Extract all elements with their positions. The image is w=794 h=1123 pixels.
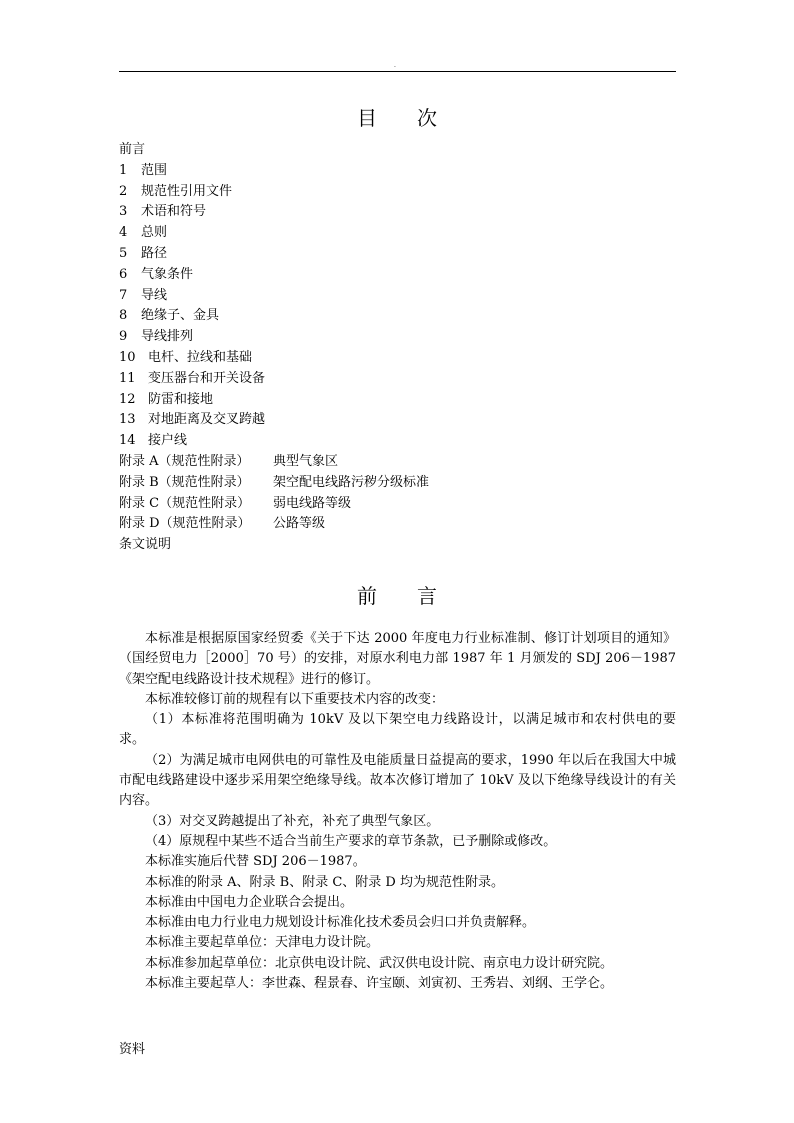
toc-appendix-label: 附录 C（规范性附录） bbox=[119, 495, 251, 511]
toc-appendix[interactable] bbox=[119, 514, 429, 535]
toc-item-number: 14 bbox=[119, 433, 136, 449]
preface-title-left: 前 bbox=[357, 584, 377, 608]
preface-paragraph: 本标准由中国电力企业联合会提出。 bbox=[145, 894, 354, 910]
toc-item-label: 气象条件 bbox=[141, 266, 194, 282]
toc-item-label: 前言 bbox=[119, 142, 146, 157]
toc-item-number: 11 bbox=[119, 370, 136, 386]
preface-title bbox=[0, 582, 794, 610]
toc-item[interactable] bbox=[119, 390, 429, 411]
toc-item-number: 3 bbox=[119, 204, 128, 220]
preface-paragraph: 本标准较修订前的规程有以下重要技术内容的改变： bbox=[145, 691, 445, 707]
toc-item-number: 4 bbox=[119, 225, 128, 241]
toc-title-left: 目 bbox=[357, 106, 377, 130]
toc-appendix[interactable] bbox=[119, 452, 429, 473]
toc-list bbox=[119, 140, 429, 556]
toc-item-label: 接户线 bbox=[148, 433, 188, 449]
toc-item[interactable] bbox=[119, 140, 429, 161]
header-rule bbox=[119, 71, 676, 72]
toc-item[interactable] bbox=[119, 306, 429, 327]
preface-paragraph: （2）为满足城市电网供电的可靠性及电能质量日益提高的要求，1990 年以后在我国大中城市配电线路建设中逐步采用架空绝缘导线。故本次修订增加了 10kV 及以下绝缘导线设计的有关内容。 bbox=[119, 752, 676, 809]
toc-item[interactable] bbox=[119, 535, 429, 556]
toc-appendix[interactable] bbox=[119, 494, 429, 515]
preface-paragraph: 本标准参加起草单位：北京供电设计院、武汉供电设计院、南京电力设计研究院。 bbox=[145, 955, 614, 971]
toc-item-label: 范围 bbox=[141, 162, 168, 178]
preface-paragraph: （4）原规程中某些不适合当前生产要求的章节条款，已予删除或修改。 bbox=[145, 833, 557, 849]
toc-item-label: 路径 bbox=[141, 245, 168, 261]
preface-title-right: 言 bbox=[417, 584, 437, 608]
toc-item[interactable] bbox=[119, 286, 429, 307]
toc-appendix-title: 架空配电线路污秽分级标准 bbox=[273, 474, 430, 490]
toc-item-label: 条文说明 bbox=[119, 537, 172, 553]
toc-item-number: 5 bbox=[119, 245, 128, 261]
toc-item[interactable] bbox=[119, 202, 429, 223]
toc-item-label: 电杆、拉线和基础 bbox=[148, 349, 253, 365]
toc-item[interactable] bbox=[119, 244, 429, 265]
toc-item[interactable] bbox=[119, 410, 429, 431]
toc-appendix[interactable] bbox=[119, 473, 429, 494]
toc-item[interactable] bbox=[119, 223, 429, 244]
preface-paragraph: 本标准是根据原国家经贸委《关于下达 2000 年度电力行业标准制、修订计划项目的通知》（国经贸电力［2000］70 号）的安排，对原水利电力部 1987 年 1 月颁发的 SDJ 206－1987《架空配电线路设计技术规程》进行的修订。 bbox=[119, 631, 676, 687]
toc-item-number: 8 bbox=[119, 308, 128, 324]
toc-item-number: 2 bbox=[119, 183, 128, 199]
toc-item-number: 9 bbox=[119, 329, 128, 345]
toc-item-label: 变压器台和开关设备 bbox=[148, 370, 266, 386]
toc-item[interactable] bbox=[119, 348, 429, 369]
toc-item[interactable] bbox=[119, 369, 429, 390]
preface-paragraph: 本标准由电力行业电力规划设计标准化技术委员会归口并负责解释。 bbox=[145, 915, 536, 931]
footer-label: 资料 bbox=[119, 1042, 146, 1057]
toc-item-label: 对地距离及交叉跨越 bbox=[148, 412, 266, 428]
toc-title-right: 次 bbox=[417, 106, 437, 130]
toc-item-label: 术语和符号 bbox=[141, 204, 207, 220]
toc-item[interactable] bbox=[119, 265, 429, 286]
toc-appendix-title: 典型气象区 bbox=[273, 453, 339, 469]
toc-item-number: 12 bbox=[119, 391, 136, 407]
toc-item-label: 导线 bbox=[141, 287, 168, 303]
toc-item-label: 防雷和接地 bbox=[148, 391, 214, 407]
toc-appendix-title: 弱电线路等级 bbox=[273, 495, 352, 511]
toc-title bbox=[0, 104, 794, 132]
toc-item-number: 10 bbox=[119, 349, 136, 365]
toc-item[interactable] bbox=[119, 182, 429, 203]
header-mark: . bbox=[394, 62, 396, 69]
toc-item-number: 1 bbox=[119, 162, 128, 178]
preface-paragraph: 本标准主要起草人：李世森、程景春、许宝颐、刘寅初、王秀岩、刘纲、王学仑。 bbox=[145, 976, 614, 992]
toc-appendix-title: 公路等级 bbox=[273, 516, 326, 532]
preface-paragraph: 本标准主要起草单位：天津电力设计院。 bbox=[145, 935, 380, 951]
preface-paragraph: （3）对交叉跨越提出了补充，补充了典型气象区。 bbox=[145, 813, 440, 829]
toc-item-label: 总则 bbox=[141, 225, 168, 241]
toc-item[interactable] bbox=[119, 161, 429, 182]
toc-item-number: 13 bbox=[119, 412, 136, 428]
toc-appendix-label: 附录 D（规范性附录） bbox=[119, 516, 251, 532]
toc-item-number: 6 bbox=[119, 266, 128, 282]
toc-item[interactable] bbox=[119, 327, 429, 348]
preface-paragraph: 本标准的附录 A、附录 B、附录 C、附录 D 均为规范性附录。 bbox=[145, 874, 504, 890]
toc-item-label: 规范性引用文件 bbox=[141, 183, 233, 199]
toc-item-label: 绝缘子、金具 bbox=[141, 308, 220, 324]
preface-body bbox=[119, 629, 676, 994]
toc-appendix-label: 附录 B（规范性附录） bbox=[119, 474, 250, 490]
toc-appendix-label: 附录 A（规范性附录） bbox=[119, 453, 250, 469]
toc-item[interactable] bbox=[119, 431, 429, 452]
toc-item-label: 导线排列 bbox=[141, 329, 194, 345]
preface-paragraph: （1）本标准将范围明确为 10kV 及以下架空电力线路设计，以满足城市和农村供电的要求。 bbox=[119, 712, 676, 748]
preface-paragraph: 本标准实施后代替 SDJ 206－1987。 bbox=[145, 854, 366, 870]
toc-item-number: 7 bbox=[119, 287, 128, 303]
